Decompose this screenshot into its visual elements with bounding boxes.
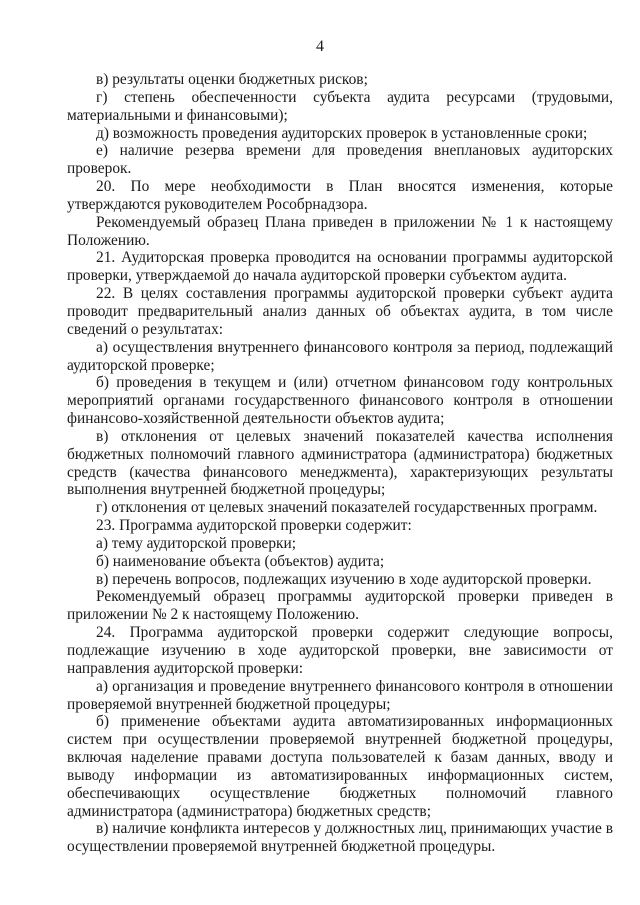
paragraph-24v-conflict-of-interest: в) наличие конфликта интересов у должностных лиц, принимающих участие в осуществлении проверяемой внутренней бюджетной процедуры. xyxy=(67,820,613,856)
page-number: 4 xyxy=(316,38,324,55)
paragraph-v-budget-risks: в) результаты оценки бюджетных рисков; xyxy=(96,71,368,88)
paragraph-24a-organization: а) организация и проведение внутреннего финансового контроля в отношении проверяемой внутренней бюджетной процедуры; xyxy=(67,677,613,713)
paragraph-g-resources: г) степень обеспеченности субъекта аудита ресурсами (трудовыми, материальными и финансовыми); xyxy=(67,88,613,124)
paragraph-23-program-contents: 23. Программа аудиторской проверки содержит: xyxy=(96,517,412,535)
paragraph-24-mandatory-questions: 24. Программа аудиторской проверки содержит следующие вопросы, подлежащие изучению в ходе аудиторской проверки, вне зависимости от направления аудиторской проверки: xyxy=(67,624,613,677)
paragraph-23v-question-list: в) перечень вопросов, подлежащих изучению в ходе аудиторской проверки. xyxy=(96,570,592,588)
paragraph-plan-sample: Рекомендуемый образец Плана приведен в приложении № 1 к настоящему Положению. xyxy=(67,213,613,249)
paragraph-22a-internal-control: а) осуществления внутреннего финансового контроля за период, подлежащий аудиторской проверке; xyxy=(67,338,613,374)
paragraph-24b-information-systems: б) применение объектами аудита автоматизированных информационных систем при осуществлении проверяемой внутренней бюджетной процедуры, включая наделение правами доступа пользователей к базам данных, вводу и выводу информации из автоматизированных информационных систем, обеспечивающих осуществление бюджетных полномочий главного администратора (администратора) бюджетных средств; xyxy=(67,713,613,820)
document-body xyxy=(67,71,613,856)
paragraph-23a-topic: а) тему аудиторской проверки; xyxy=(96,534,297,552)
paragraph-21-audit-basis: 21. Аудиторская проверка проводится на основании программы аудиторской проверки, утверждаемой до начала аудиторской проверки субъектом аудита. xyxy=(67,249,613,285)
paragraph-22-preliminary-analysis: 22. В целях составления программы аудиторской проверки субъект аудита проводит предварительный анализ данных об объектах аудита, в том числе сведений о результатах: xyxy=(67,285,613,338)
paragraph-program-sample: Рекомендуемый образец программы аудиторской проверки приведен в приложении № 2 к настоящему Положению. xyxy=(67,588,613,624)
paragraph-20-plan-changes: 20. По мере необходимости в План вносятся изменения, которые утверждаются руководителем Рособрнадзора. xyxy=(67,178,613,213)
paragraph-e-time-reserve: е) наличие резерва времени для проведения внеплановых аудиторских проверок. xyxy=(67,142,613,178)
paragraph-22v-quality-deviation: в) отклонения от целевых значений показателей качества исполнения бюджетных полномочий главного администратора (администратора) бюджетных средств (качества финансового менеджмента), характеризующих результаты выполнения внутренней бюджетной процедуры; xyxy=(67,427,613,499)
paragraph-22b-control-measures: б) проведения в текущем и (или) отчетном финансовом году контрольных мероприятий органами государственного финансового контроля в отношении финансово-хозяйственной деятельности объектов аудита; xyxy=(67,374,613,428)
paragraph-23b-object-name: б) наименование объекта (объектов) аудита; xyxy=(96,552,385,570)
paragraph-d-deadlines: д) возможность проведения аудиторских проверок в установленные сроки; xyxy=(96,124,588,142)
paragraph-22g-program-deviation: г) отклонения от целевых значений показателей государственных программ. xyxy=(96,499,598,517)
